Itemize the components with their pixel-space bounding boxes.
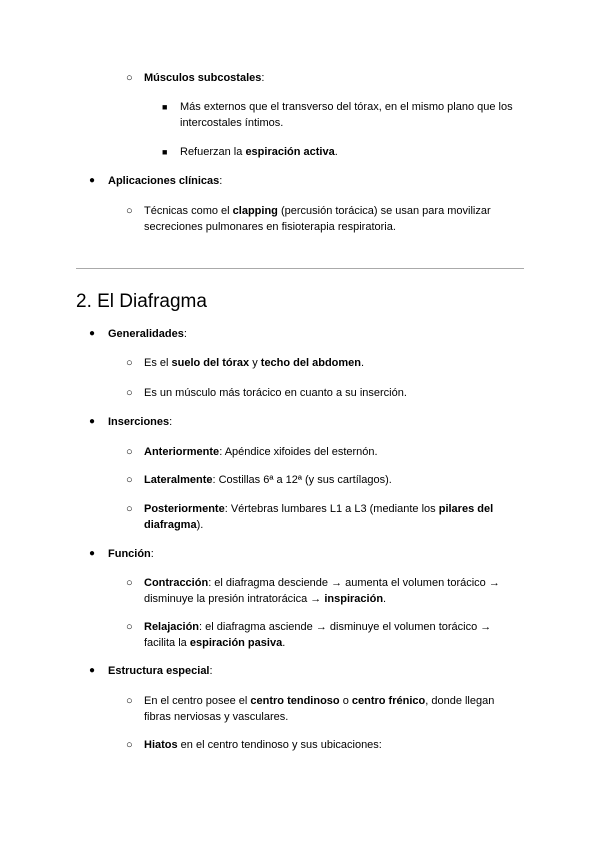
disc-bullet-icon: ●: [89, 665, 96, 676]
item-title: Músculos subcostales: [144, 72, 262, 84]
item-title: Estructura especial: [108, 665, 210, 677]
item-text: Posteriormente: Vértebras lumbares L1 a L3 (mediante los pilares del diafragma).: [144, 503, 494, 531]
item-text: Más externos que el transverso del tórax, en el mismo plano que los intercostales íntimos.: [180, 101, 513, 129]
item-title: Función: [108, 548, 151, 560]
item-text: Lateralmente: Costillas 6ª a 12ª (y sus cartílagos).: [144, 474, 392, 486]
item-title: Aplicaciones clínicas: [108, 175, 220, 187]
item-text: Es el suelo del tórax y techo del abdomen.: [144, 357, 365, 369]
circle-bullet-icon: ○: [126, 72, 133, 84]
item-text: Contracción: el diafragma desciende → aumenta el volumen torácico → disminuye la presión intratorácica → inspiración.: [144, 577, 500, 605]
horizontal-divider: [76, 268, 524, 269]
item-text: Hiatos en el centro tendinoso y sus ubicaciones:: [144, 739, 382, 751]
circle-bullet-icon: ○: [126, 446, 133, 458]
square-bullet-icon: ■: [162, 102, 168, 112]
circle-bullet-icon: ○: [126, 577, 133, 589]
disc-bullet-icon: ●: [89, 328, 96, 339]
circle-bullet-icon: ○: [126, 739, 133, 751]
item-text: Técnicas como el clapping (percusión torácica) se usan para movilizar secreciones pulmonares en fisioterapia respiratoria.: [144, 205, 491, 233]
item-text: En el centro posee el centro tendinoso o centro frénico, donde llegan fibras nerviosas y vasculares.: [144, 695, 495, 723]
disc-bullet-icon: ●: [89, 416, 96, 427]
section-heading: 2. El Diafragma: [76, 291, 207, 312]
item-text: Refuerzan la espiración activa.: [180, 146, 338, 158]
disc-bullet-icon: ●: [89, 548, 96, 559]
item-title: Inserciones: [108, 416, 170, 428]
circle-bullet-icon: ○: [126, 474, 133, 486]
circle-bullet-icon: ○: [126, 695, 133, 707]
item-title: Generalidades: [108, 328, 184, 340]
item-text: Es un músculo más torácico en cuanto a su inserción.: [144, 387, 407, 399]
circle-bullet-icon: ○: [126, 357, 133, 369]
circle-bullet-icon: ○: [126, 621, 133, 633]
square-bullet-icon: ■: [162, 147, 168, 157]
item-text: Relajación: el diafragma asciende → disminuye el volumen torácico → facilita la espiración pasiva.: [144, 621, 492, 649]
circle-bullet-icon: ○: [126, 387, 133, 399]
circle-bullet-icon: ○: [126, 205, 133, 217]
disc-bullet-icon: ●: [89, 175, 96, 186]
item-text: Anteriormente: Apéndice xifoides del esternón.: [144, 446, 378, 458]
circle-bullet-icon: ○: [126, 503, 133, 515]
